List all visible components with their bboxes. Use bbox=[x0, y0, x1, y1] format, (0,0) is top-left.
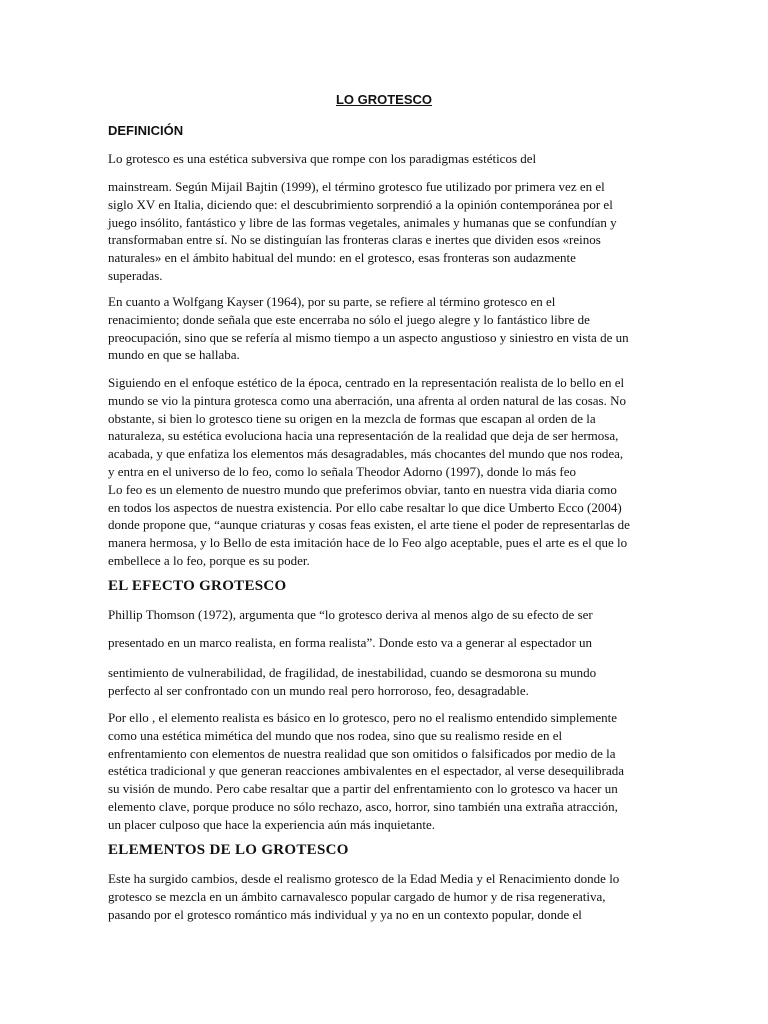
paragraph-realismo bbox=[108, 709, 664, 834]
text-line: acabada, y que enfatiza los elementos más desagradables, más chocantes del mundo que nos rodea, bbox=[108, 446, 624, 462]
text-line: sentimiento de vulnerabilidad, de fragilidad, de inestabilidad, cuando se desmorona su mundo bbox=[108, 665, 597, 680]
efecto-heading: EL EFECTO GROTESCO bbox=[108, 578, 287, 594]
paragraph-enfoque bbox=[108, 374, 664, 570]
text-line: donde propone que, “aunque criaturas y cosas feas existen, el arte tiene el poder de representarlas de bbox=[108, 517, 630, 533]
text-line: siglo XV en Italia, diciendo que: el descubrimiento sorprendió a la opinión contemporánea por el bbox=[108, 196, 613, 212]
text-line: mundo se vio la pintura grotesca como una aberración, una afrenta al orden natural de las cosas. No bbox=[108, 392, 627, 408]
text-line: mainstream. Según Mijail Bajtin (1999), el término grotesco fue utilizado por primera vez en el bbox=[108, 179, 605, 194]
paragraph-cambios bbox=[108, 870, 664, 923]
text-line: grotesco se mezcla en un ámbito carnavalesco popular cargado de humor y de risa regenerativa, bbox=[108, 888, 606, 904]
text-line: preocupación, sino que se refería al mismo tiempo a un aspecto angustioso y siniestro en vista de un bbox=[108, 329, 629, 345]
text-line: Siguiendo en el enfoque estético de la época, centrado en la representación realista de lo bello en el bbox=[108, 375, 625, 390]
text-line: En cuanto a Wolfgang Kayser (1964), por su parte, se refiere al término grotesco en el bbox=[108, 294, 556, 309]
text-line: estética tradicional y que generan reacciones ambivalentes en el espectador, al verse desequilibrada bbox=[108, 763, 624, 779]
text-line: transformaban entre sí. No se distinguían las fronteras claras e inertes que dividen esos «reinos bbox=[108, 232, 601, 248]
text-line: pasando por el grotesco romántico más individual y ya no en un contexto popular, donde el bbox=[108, 906, 582, 922]
text-line: naturales» en el ámbito habitual del mundo: en el grotesco, esas fronteras son audazmente bbox=[108, 250, 576, 266]
text-line: en todos los aspectos de nuestra existencia. Por ello cabe resaltar lo que dice Umberto Ecco (2004) bbox=[108, 499, 622, 515]
text-line: renacimiento; donde señala que este encerraba no sólo el juego alegre y lo fantástico libre de bbox=[108, 311, 590, 327]
text-line: Por ello , el elemento realista es básico en lo grotesco, pero no el realismo entendido simplemente bbox=[108, 710, 618, 725]
text-line: enfrentamiento con elementos de nuestra realidad que son omitidos o falsificados por medio de la bbox=[108, 745, 616, 761]
paragraph-intro bbox=[108, 150, 664, 168]
text-line: juego insólito, fantástico y libre de las formas vegetales, animales y humanas que se confundían y bbox=[108, 214, 617, 230]
text-line: Phillip Thomson (1972), argumenta que “lo grotesco deriva al menos algo de su efecto de ser bbox=[108, 607, 593, 622]
text-line: mundo en que se hallaba. bbox=[108, 347, 240, 363]
text-line: presentado en un marco realista, en forma realista”. Donde esto va a generar al espectador un bbox=[108, 635, 593, 650]
paragraph-marco-realista bbox=[108, 634, 664, 652]
text-line: Lo grotesco es una estética subversiva que rompe con los paradigmas estéticos del bbox=[108, 151, 537, 166]
text-line: y entra en el universo de lo feo, como lo señala Theodor Adorno (1997), donde lo más feo bbox=[108, 463, 576, 479]
text-line: Lo feo es un elemento de nuestro mundo que preferimos obviar, tanto en nuestra vida diaria como bbox=[108, 481, 617, 497]
text-line: superadas. bbox=[108, 267, 163, 283]
paragraph-thomson bbox=[108, 606, 664, 624]
text-line: embellece a lo feo, porque es su poder. bbox=[108, 552, 310, 568]
text-line: naturaleza, su estética evoluciona hacia una representación de la realidad que deja de ser hermosa, bbox=[108, 428, 619, 444]
elementos-heading: ELEMENTOS DE LO GROTESCO bbox=[108, 842, 349, 858]
text-line: su visión de mundo. Pero cabe resaltar que a partir del enfrentamiento con lo grotesco va hacer un bbox=[108, 781, 618, 797]
text-line: elemento clave, porque produce no sólo rechazo, asco, horror, sino también una extraña atracción, bbox=[108, 798, 618, 814]
text-line: Este ha surgido cambios, desde el realismo grotesco de la Edad Media y el Renacimiento donde lo bbox=[108, 871, 620, 886]
paragraph-bajtin bbox=[108, 178, 664, 285]
text-line: como una estética mimética del mundo que nos rodea, sino que su realismo reside en el bbox=[108, 727, 563, 743]
text-line: manera hermosa, y lo Bello de esta imitación hace de lo Feo algo aceptable, pues el arte es el que lo bbox=[108, 535, 628, 551]
text-line: un placer culposo que hace la experiencia aún más inquietante. bbox=[108, 816, 436, 832]
paragraph-kayser bbox=[108, 293, 664, 364]
paragraph-vulnerabilidad bbox=[108, 664, 664, 700]
definition-heading: DEFINICIÓN bbox=[108, 123, 184, 138]
text-line: perfecto al ser confrontado con un mundo real pero horroroso, feo, desagradable. bbox=[108, 682, 529, 698]
text-line: obstante, si bien lo grotesco tiene su origen en la mezcla de formas que escapan al orden de la bbox=[108, 410, 596, 426]
page-title: LO GROTESCO bbox=[335, 92, 433, 107]
